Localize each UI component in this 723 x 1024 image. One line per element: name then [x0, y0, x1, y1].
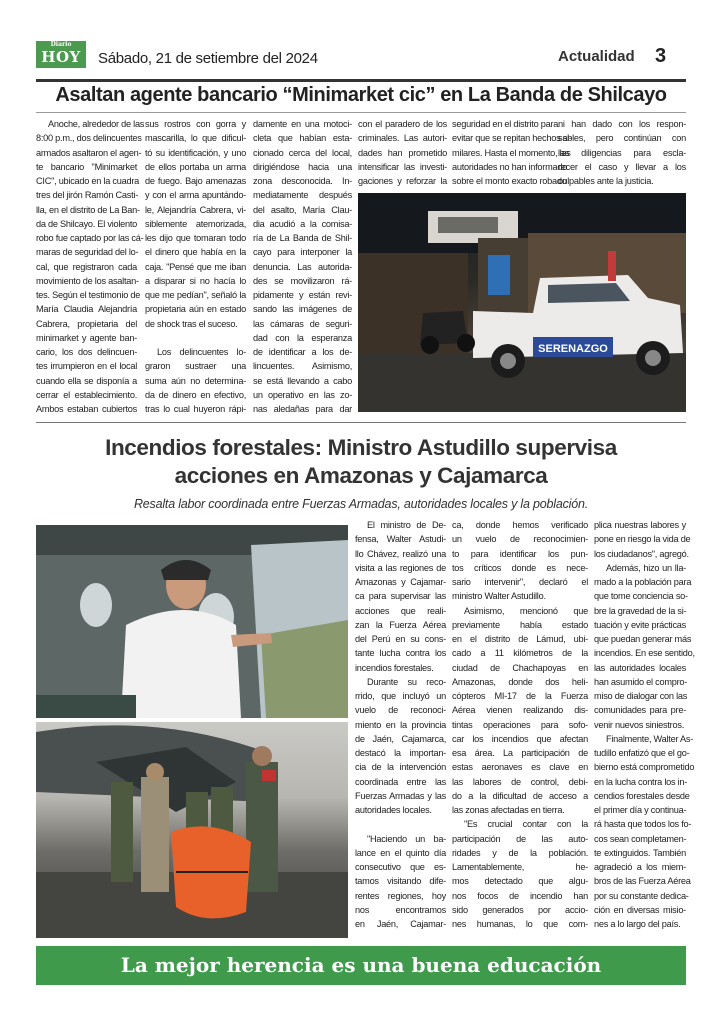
text-line: cayo para interponer la — [253, 247, 352, 258]
text-line: mediatamente después — [253, 190, 352, 201]
text-line: Amazonas y Cajamar- — [355, 577, 446, 587]
text-line: do a la dificultad de acceso a — [452, 790, 588, 801]
page-number: 3 — [655, 45, 667, 67]
text-line: sobre el monto exacto robado — [452, 176, 567, 186]
text-line: un operativo en las zo- — [253, 389, 352, 400]
text-line: pidamente y están revi- — [253, 290, 352, 300]
text-line: mascarilla, lo que dificul- — [145, 133, 246, 144]
text-line: tes irrumpieron en el local — [36, 361, 137, 372]
text-line: gaciones y reforzar la — [358, 176, 447, 186]
logo-main-text: HOY — [41, 48, 81, 66]
text-line: CIC", ubicado en la cuadra — [36, 176, 139, 186]
text-line: estas aeronaves es clave en — [452, 762, 588, 773]
text-line: siblemente atemorizada, — [145, 218, 246, 229]
text-line: los ciudadanos", agregó. — [594, 548, 689, 559]
text-line: tos críticos donde es nece- — [452, 562, 588, 573]
text-line: del asalto, María Clau- — [253, 204, 352, 215]
text-line: ría de La Banda de Shil- — [253, 233, 352, 243]
text-line: el dinero que había en la — [145, 247, 246, 258]
text-line: venir nuevos siniestros. — [594, 719, 685, 730]
text-line: ridades y de la población. — [452, 847, 588, 858]
text-line: "Haciendo un ba- — [367, 833, 446, 844]
text-line: dirigiéndose hacia una — [253, 161, 352, 172]
text-line: culpables ante la justicia. — [558, 176, 654, 186]
text-line: bre la gravedad de la si- — [594, 605, 687, 616]
text-line: dades han prometido — [358, 147, 447, 158]
text-line: ministro Walter Astudillo. — [452, 591, 546, 602]
text-line: han asumido el compro- — [594, 676, 688, 687]
article2-column — [594, 518, 695, 931]
text-line: cia de la intervención — [355, 762, 446, 773]
text-line: mos detectado que algu- — [452, 876, 588, 887]
newspaper-logo — [36, 41, 86, 68]
text-line: de identificar a los de- — [253, 347, 352, 357]
text-line: rentes regiones, hoy — [355, 890, 446, 901]
text-line: Los delincuentes lo- — [157, 347, 246, 357]
text-line: nes a lo largo del país. — [594, 919, 681, 929]
text-line: damente en una motoci- — [253, 119, 352, 129]
text-line: a disparar si no hacía lo — [145, 275, 246, 286]
text-line: cuando ella se disponía a — [36, 375, 137, 386]
text-line: las cámaras de seguri- — [253, 318, 352, 329]
text-line: les dijo que tomaran todo — [145, 233, 246, 243]
text-line: cado a 11 kilómetros de la — [452, 648, 588, 659]
text-line: sables, pero continúan con — [558, 133, 686, 144]
text-line: robo fue captado por las cá- — [36, 233, 144, 243]
text-line: denuncia. Las autorida- — [253, 261, 352, 272]
text-line: bierno está comprometido — [594, 762, 695, 773]
text-line: del Perú en su cons- — [355, 634, 446, 644]
text-line: tres del jirón Ramón Casti- — [36, 190, 139, 201]
text-line: pone en riesgo la vida de — [594, 534, 691, 545]
text-line: con el paradero de los — [358, 119, 447, 129]
paragraph — [355, 518, 446, 675]
article1-photo-serenazgo-truck — [358, 193, 686, 412]
paragraph — [355, 675, 446, 818]
article1-column — [358, 117, 447, 188]
text-line: cendios forestales desde — [594, 790, 690, 801]
paragraph-gap — [145, 331, 246, 345]
section-name: Actualidad — [558, 48, 635, 65]
article1-column — [145, 117, 246, 416]
text-line: to para identificar los pun- — [452, 548, 588, 559]
text-line: tante lucha contra los — [355, 648, 446, 659]
article1-headline: Asaltan agente bancario “Minimarket cic” en La Banda de Shilcayo — [55, 84, 667, 106]
text-line: cos sean completamen- — [594, 833, 687, 844]
text-line: sus rostros con gorra y — [145, 119, 246, 129]
paragraph — [36, 117, 145, 416]
text-line: criminales. Las autori- — [358, 133, 447, 144]
text-line: Durante su reco- — [367, 676, 446, 687]
text-line: cleta que habían esta- — [253, 133, 352, 144]
text-line: rá hasta que todos los fo- — [594, 819, 692, 830]
text-line: zona desconocida. In- — [253, 176, 352, 186]
text-line: da de Shilcayo. El violento — [36, 218, 138, 229]
text-line: tintas operaciones para sofo- — [452, 719, 588, 730]
text-line: Finalmente, Walter As- — [606, 733, 694, 744]
text-line: caja. "Pensé que me iban — [145, 261, 246, 272]
text-line: 8:00 p.m., dos delincuentes — [36, 133, 142, 144]
text-line: evitar que se repitan hechos si- — [452, 133, 572, 144]
text-line: dia acudió a la comisa- — [253, 218, 352, 229]
text-line: seguridad en el distrito para — [452, 119, 559, 129]
text-line: destacó la importan- — [355, 748, 446, 758]
paragraph — [558, 117, 686, 188]
text-line: las zonas afectadas en tierra. — [452, 805, 565, 815]
paragraph — [594, 518, 691, 561]
text-line: las diligencias para escla- — [558, 147, 686, 158]
text-line: dad con la esperanza — [253, 332, 352, 343]
paragraph — [594, 561, 695, 732]
text-line: ni han dado con los respon- — [558, 119, 686, 129]
text-line: Además, hizo un lla- — [606, 562, 686, 573]
text-line: en la lucha contra los in- — [594, 776, 688, 787]
text-line: te extinguidos. También — [594, 847, 686, 858]
text-line: sario intervenir", declaró el — [452, 577, 588, 587]
text-line: nes humanas, lo que com- — [452, 919, 588, 929]
text-line: agradeció a los miem- — [594, 862, 686, 872]
text-line: rrido, que incluyó un — [355, 691, 446, 701]
text-line: Asimismo, mencionó que — [464, 605, 588, 616]
text-line: car los incendios que afectan — [452, 733, 588, 744]
text-line: llo Chávez, realizó una — [355, 548, 446, 559]
text-line: bros de las Fuerza Aérea — [594, 876, 691, 887]
text-line: comunidades para pre- — [594, 705, 686, 716]
text-line: nos encontramos — [355, 904, 446, 915]
text-line: milares. Hasta el momento, las — [452, 147, 571, 158]
text-line: nas aledañas para dar — [253, 404, 352, 414]
paragraph — [452, 518, 588, 604]
text-line: que me pedían", señaló la — [145, 290, 246, 300]
text-line: le, Alejandría Cabrera, vi- — [145, 204, 246, 215]
paragraph — [253, 117, 352, 416]
text-line: de fuego. Bajo amenazas — [145, 176, 246, 186]
paragraph — [145, 345, 246, 416]
article2-column — [452, 518, 588, 931]
paragraph — [355, 832, 446, 932]
text-line: acciones que reali- — [355, 605, 446, 616]
text-line: en el distrito de Lámud, ubi- — [452, 634, 588, 644]
text-line: recer el caso y llevar a los — [558, 161, 686, 172]
text-line: Amazonas, donde dos heli- — [452, 676, 588, 687]
text-line: tamos visitando dife- — [355, 876, 446, 887]
text-line: participación de las auto- — [452, 833, 588, 844]
paragraph — [358, 117, 447, 188]
paragraph — [452, 817, 588, 931]
text-line: lincuentes. Asimismo, — [253, 361, 352, 372]
footer-banner: La mejor herencia es una buena educación — [36, 946, 686, 985]
text-line: coordinada entre las — [355, 776, 446, 787]
text-line: tudillo enfatizó que el go- — [594, 748, 690, 758]
text-line: incendios forestales. — [355, 662, 434, 673]
text-line: de shock tras el suceso. — [145, 318, 238, 329]
text-line: da de dinero en efectivo, — [145, 389, 246, 400]
text-line: en Jaén, Cajamar- — [355, 919, 446, 929]
paragraph-gap — [355, 817, 446, 831]
text-line: cal, que registraron cada — [36, 261, 137, 272]
text-line: Cabrera, propietaria del — [36, 318, 137, 329]
text-line: lla, en el distrito de La Ban- — [36, 204, 140, 215]
headline-rule — [36, 112, 686, 113]
text-line: te bancario "Minimarket — [36, 161, 137, 172]
article2-headline-line1: Incendios forestales: Ministro Astudillo supervisa — [105, 435, 617, 460]
text-line: Ambos estaban cubiertos — [36, 404, 137, 414]
text-line: por su constante dedica- — [594, 890, 689, 901]
text-line: cerrar el establecimiento. — [36, 389, 137, 400]
text-line: El ministro de De- — [367, 520, 446, 530]
text-line: Lamentablemente, he- — [452, 862, 588, 872]
text-line: las labores de control, debi- — [452, 776, 588, 787]
header-rule — [36, 79, 686, 82]
article1-column — [558, 117, 686, 188]
text-line: consecutivo que es- — [355, 862, 446, 872]
text-line: ca, donde hemos verificado — [452, 520, 588, 530]
text-line: de Jaén, Cajamarca, — [355, 733, 446, 744]
text-line: ca para supervisar las — [355, 591, 446, 602]
article2-column — [355, 518, 446, 931]
text-line: el primer día y continua- — [594, 805, 687, 815]
text-line: "Es crucial contar con la — [464, 819, 588, 830]
text-line: tuación y evite prácticas — [594, 619, 686, 630]
text-line: lance en el quinto día — [355, 847, 446, 858]
text-line: tras lo cual huyeron rápi- — [145, 404, 246, 414]
text-line: minimarket y agente ban- — [36, 332, 137, 343]
text-line: sido generados por accio- — [452, 904, 588, 915]
text-line: suma aún no determina- — [145, 375, 246, 386]
issue-date: Sábado, 21 de setiembre del 2024 — [98, 50, 318, 67]
text-line: des se movilizaron rá- — [253, 275, 352, 286]
photo-soldiers-with-bag — [36, 722, 348, 938]
text-line: ciudad de Chachapoyas en — [452, 662, 588, 673]
text-line: plica nuestras labores y — [594, 520, 686, 530]
text-line: autoridades no han informado — [452, 161, 568, 172]
truck-serenazgo-text: SERENAZGO — [538, 343, 608, 355]
text-line: visita a las regiones de — [355, 562, 446, 573]
text-line: Fuerzas Armadas y las — [355, 790, 446, 801]
article1-column — [36, 117, 145, 416]
text-line: propietaria aún en estado — [145, 304, 246, 315]
paragraph — [452, 604, 588, 818]
text-line: y con el arma apuntándo- — [145, 190, 246, 201]
text-line: miento en la provincia — [355, 719, 446, 730]
text-line: nos focos de incendio han — [452, 890, 588, 901]
text-line: autoridades locales. — [355, 805, 432, 815]
text-line: un vuelo de reconocimien- — [452, 534, 588, 545]
text-line: mado a la población para — [594, 577, 692, 587]
article1-column — [452, 117, 572, 188]
text-line: Aérea vienen realizando dis- — [452, 705, 588, 716]
photo-minister-in-helicopter — [36, 525, 348, 718]
text-line: cionado cerca del local, — [253, 147, 352, 158]
article2-headline — [36, 434, 686, 490]
text-line: sando las imágenes de — [253, 304, 352, 315]
article-divider — [36, 422, 686, 423]
text-line: Anoche, alrededor de las — [48, 119, 145, 129]
article1-column — [253, 117, 352, 416]
text-line: tó su identificación, y uno — [145, 147, 246, 158]
text-line: María Claudia Alejandría — [36, 304, 137, 315]
text-line: vuelo de reconoci- — [355, 705, 446, 716]
article2-subtitle: Resalta labor coordinada entre Fuerzas Armadas, autoridades locales y la población. — [133, 497, 589, 511]
text-line: zan la Fuerza Aérea — [355, 619, 446, 630]
text-line: previamente había estado — [452, 619, 588, 630]
paragraph — [452, 117, 572, 188]
text-line: tes. Según el testimonio de — [36, 290, 141, 300]
article2-headline-line2: acciones en Amazonas y Cajamarca — [174, 463, 548, 488]
text-line: esa área. La participación de — [452, 748, 588, 758]
text-line: se está llevando a cabo — [253, 375, 352, 386]
text-line: graron sustraer una — [145, 361, 246, 372]
paragraph — [594, 732, 695, 932]
text-line: armados asaltaron el agen- — [36, 147, 142, 158]
text-line: cópteros MI-17 de la Fuerza — [452, 691, 588, 701]
text-line: maras de seguridad del lo- — [36, 247, 139, 258]
text-line: que tome conciencia so- — [594, 591, 688, 602]
logo-top-text: Diario — [50, 41, 72, 48]
paragraph — [145, 117, 246, 331]
text-line: incendios. En ese sentido, — [594, 648, 695, 659]
text-line: ción en diversas misio- — [594, 904, 686, 915]
text-line: de ellos portaba un arma — [145, 161, 246, 172]
text-line: cario, los dos delincuen- — [36, 347, 137, 357]
text-line: intensificar las investi- — [358, 161, 447, 172]
text-line: miso de dialogar con las — [594, 691, 688, 701]
text-line: fensa, Walter Astudi- — [355, 534, 446, 545]
text-line: que puedan generar más — [594, 634, 692, 644]
text-line: movimiento de los asaltan- — [36, 275, 139, 286]
text-line: las autoridades locales — [594, 662, 686, 673]
